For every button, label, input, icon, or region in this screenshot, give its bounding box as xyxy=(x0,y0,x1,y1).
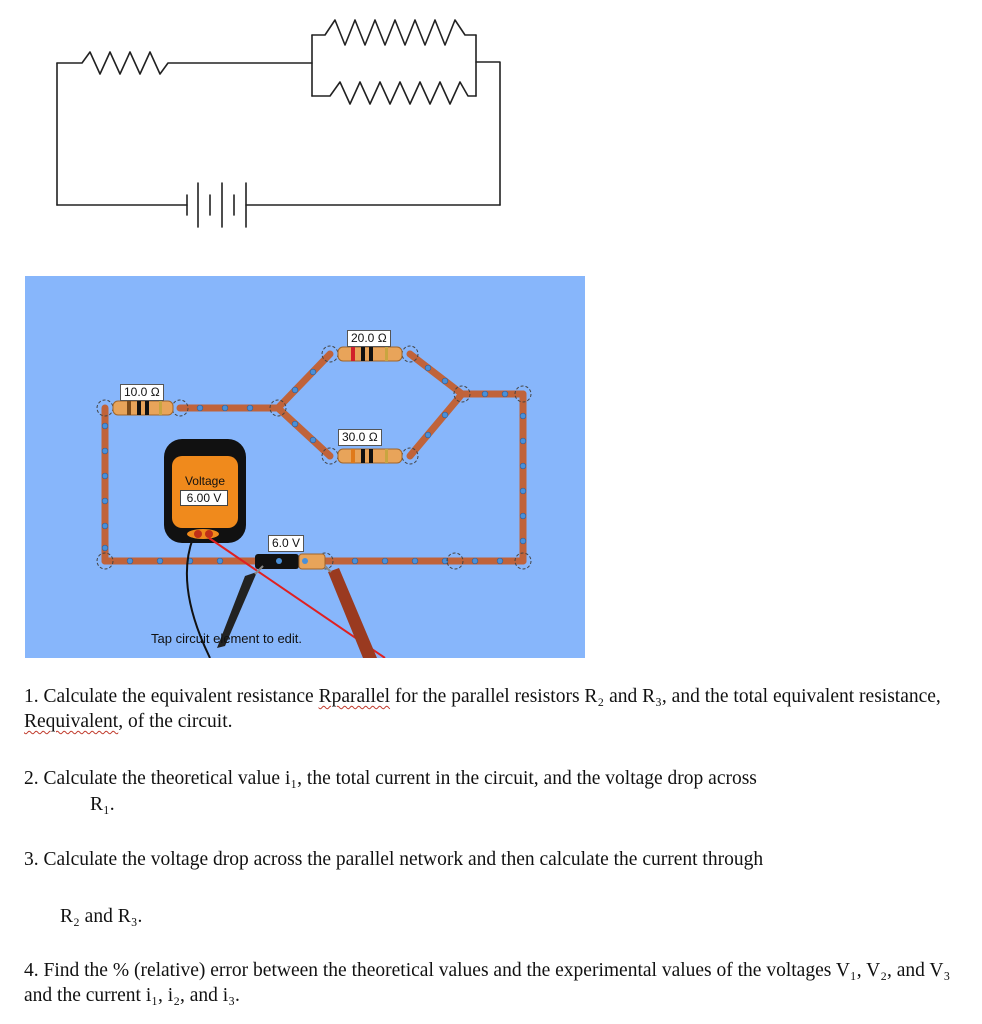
r2-label: 20.0 Ω xyxy=(347,330,391,347)
resistor-r2[interactable] xyxy=(338,347,402,361)
r1-label: 10.0 Ω xyxy=(120,384,164,401)
probe-red[interactable] xyxy=(325,566,377,658)
wire-diag-up-right[interactable] xyxy=(410,354,462,394)
term-requivalent: Requivalent xyxy=(24,711,119,732)
voltmeter-reading: 6.00 V xyxy=(180,490,228,506)
wire-diag-down-left[interactable] xyxy=(278,408,330,456)
schematic-wire-right xyxy=(476,62,500,205)
question-3-continued: R₂ and R₃. xyxy=(60,906,143,927)
wire-diag-down-right[interactable] xyxy=(410,394,462,456)
schematic-resistor-r1 xyxy=(57,52,312,74)
resistor-r1[interactable] xyxy=(113,401,173,415)
circuit-schematic xyxy=(0,0,560,240)
resistor-r3[interactable] xyxy=(338,449,402,463)
question-3: 3. Calculate the voltage drop across the parallel network and then calculate the current through xyxy=(24,849,764,870)
question-1: 1. Calculate the equivalent resistance Rparallel for the parallel resistors R₂ and R₃, and the total equivalent resistance, Requivalent, of the circuit. xyxy=(24,686,941,732)
battery-label: 6.0 V xyxy=(268,535,304,552)
schematic-battery xyxy=(187,183,246,227)
schematic-resistor-r2 xyxy=(312,20,476,45)
edit-hint: Tap circuit element to edit. xyxy=(151,631,303,646)
circuit-simulation[interactable] xyxy=(25,276,585,658)
term-rparallel: Rparallel xyxy=(318,686,391,707)
question-2: 2. Calculate the theoretical value i₁, the total current in the circuit, and the voltage drop across xyxy=(24,768,757,789)
question-2-continued: R₁. xyxy=(90,794,115,815)
r3-label: 30.0 Ω xyxy=(338,429,382,446)
schematic-resistor-r3 xyxy=(312,82,476,104)
battery[interactable] xyxy=(255,554,325,569)
wire-diag-up-left[interactable] xyxy=(278,354,330,408)
voltmeter-title: Voltage xyxy=(184,474,226,488)
question-4: 4. Find the % (relative) error between the theoretical values and the experimental values of the voltages V₁, V₂, and V₃ and the current i₁, i₂, and i₃. xyxy=(24,960,951,1006)
